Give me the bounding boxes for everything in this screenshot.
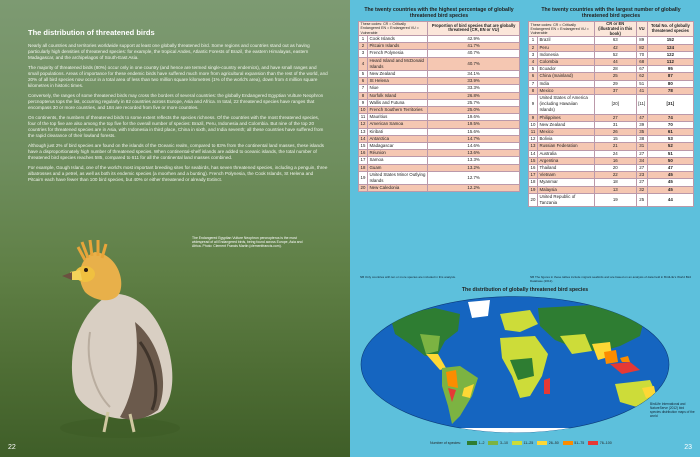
- table1-value: 34.1%: [428, 70, 520, 77]
- legend-swatch: [588, 441, 598, 445]
- table1-row: [359, 171, 520, 184]
- legend-label: Number of species:: [430, 441, 461, 445]
- table1-rank: 20: [359, 185, 368, 192]
- table2-cr-en: 18: [594, 179, 636, 186]
- table2-vu: 82: [636, 44, 647, 51]
- table2-total: 87: [647, 73, 693, 80]
- table1-value: 33.3%: [428, 85, 520, 92]
- table2-cr-en: [20]: [594, 95, 636, 115]
- table2-cr-en: 52: [594, 51, 636, 58]
- table2-row: [529, 157, 694, 164]
- table1-rank: 4: [359, 57, 368, 70]
- table2-total: 80: [647, 80, 693, 87]
- table2-row: [529, 172, 694, 179]
- table2-row: [529, 136, 694, 143]
- legend-item: [537, 441, 559, 445]
- table1-row: [359, 164, 520, 171]
- table2-country: Thailand: [538, 165, 595, 172]
- table2-row: [529, 129, 694, 136]
- table2-cr-en: 26: [594, 129, 636, 136]
- table1-codes: These codes: CR = Critically Endangered EN = Endangered VU = Vulnerable: [359, 22, 428, 36]
- table2-rank: 12: [529, 136, 538, 143]
- table2-row: [529, 80, 694, 87]
- table2-total: 45: [647, 186, 693, 193]
- table2-rank: 7: [529, 80, 538, 87]
- table1-row: [359, 35, 520, 42]
- table2-col-cr-en: CR or EN (illustrated in this book): [594, 22, 636, 37]
- table2-total: 44: [647, 193, 693, 206]
- table2-total: 122: [647, 51, 693, 58]
- table2-cr-en: 31: [594, 121, 636, 128]
- table2-row: [529, 121, 694, 128]
- table2-vu: 47: [636, 114, 647, 121]
- vulture-photo: [40, 232, 190, 442]
- table1-country: Heard Island and McDonald Islands: [368, 57, 428, 70]
- table2-row: [529, 150, 694, 157]
- page-number-left: 22: [8, 444, 16, 451]
- table1-rank: 12: [359, 121, 368, 128]
- table1-value: 26.8%: [428, 92, 520, 99]
- table2-row: [529, 87, 694, 94]
- table2-country: Philippines: [538, 114, 595, 121]
- table2-total: 112: [647, 59, 693, 66]
- table1-row: [359, 43, 520, 50]
- table2-vu: 23: [636, 172, 647, 179]
- table1-rank: 9: [359, 99, 368, 106]
- table2-rank: 2: [529, 44, 538, 51]
- table1-value: 14.7%: [428, 135, 520, 142]
- legend-item-label: 76–100: [599, 441, 612, 445]
- table2-codes: These codes: CR = Critically Endangered EN = Endangered VU = Vulnerable: [529, 22, 595, 37]
- table2-vu: 89: [636, 37, 647, 44]
- photo-caption: The Endangered Egyptian Vulture Neophron percnopterus is the most widespread of all Endangered birds, being found across Europe, Asia and Africa. Photo: Clement Francis Martin (clementfrancis.com).: [192, 236, 303, 249]
- table2-total: 45: [647, 179, 693, 186]
- table2-total: 95: [647, 66, 693, 73]
- table1-rank: 15: [359, 142, 368, 149]
- table2-cr-en: 28: [594, 66, 636, 73]
- table2-country: Vietnam: [538, 172, 595, 179]
- table2-country: Myanmar: [538, 179, 595, 186]
- map-credit: BirdLife International and NatureServe (2012) bird species distribution maps of the world: [650, 402, 695, 418]
- table2-country: Argentina: [538, 157, 595, 164]
- table1-row: [359, 128, 520, 135]
- table1: [358, 21, 520, 192]
- table2-row: [529, 193, 694, 206]
- table2-rank: 8: [529, 87, 538, 94]
- table2-country: India: [538, 80, 595, 87]
- table2-rank: 5: [529, 66, 538, 73]
- table2-total: 70: [647, 121, 693, 128]
- table2-rank: 17: [529, 172, 538, 179]
- table2-cr-en: 22: [594, 172, 636, 179]
- table1-row: [359, 142, 520, 149]
- table1-row: [359, 92, 520, 99]
- legend-swatch: [467, 441, 477, 445]
- table2-vu: 67: [636, 66, 647, 73]
- table2-row: [529, 59, 694, 66]
- legend-item-label: 1–2: [478, 441, 485, 445]
- paragraph: The majority of threatened birds (80%) occur only in one country (and hence are termed single-country endemics), and have small ranges and small populations. Areas of importance for these endemic birds have suffered much more from agricultural expansion than the rest of the world, and 20% of all bird species now occur in a total area of less than two million square kilometres (1% of the world's area), down from 4 million square kilometres in historic times.: [28, 65, 328, 88]
- table1-country: Wallis and Futuna: [368, 99, 428, 106]
- table2-rank: 16: [529, 165, 538, 172]
- table2-rank: 9: [529, 114, 538, 121]
- legend-item-label: 11–25: [523, 441, 534, 445]
- table1-rank: 11: [359, 114, 368, 121]
- table2-vu: 41: [636, 87, 647, 94]
- table2-country: Brazil: [538, 37, 595, 44]
- table2-row: [529, 165, 694, 172]
- table2-total: 51: [647, 150, 693, 157]
- table1-value: 13.2%: [428, 164, 520, 171]
- table2-country: Colombia: [538, 59, 595, 66]
- table1-country: Réunion: [368, 150, 428, 157]
- table2-vu: 62: [636, 73, 647, 80]
- table1-row: [359, 114, 520, 121]
- table2-total: 78: [647, 87, 693, 94]
- table-highest-percentage: [358, 6, 520, 192]
- table2-vu: 68: [636, 59, 647, 66]
- table2-rank: 19: [529, 186, 538, 193]
- table1-country: Cook Islands: [368, 35, 428, 42]
- table1-rank: 2: [359, 43, 368, 50]
- table1-value: 25.0%: [428, 106, 520, 113]
- legend-item-label: 26–50: [548, 441, 559, 445]
- table2-total: 152: [647, 37, 693, 44]
- table1-country: Niue: [368, 85, 428, 92]
- table1-row: [359, 157, 520, 164]
- table2-cr-en: 19: [594, 193, 636, 206]
- table2-country: United States of America (including Hawaiian Islands): [538, 95, 595, 115]
- table1-country: Antarctica: [368, 135, 428, 142]
- world-map: [360, 296, 670, 433]
- table2-vu: 70: [636, 51, 647, 58]
- table2-country: Mexico: [538, 87, 595, 94]
- legend-item: [488, 441, 508, 445]
- table1-rank: 18: [359, 164, 368, 171]
- table1-rank: 8: [359, 92, 368, 99]
- table2-row: [529, 186, 694, 193]
- page-number-right: 23: [684, 444, 692, 451]
- table2-country: Russian Federation: [538, 143, 595, 150]
- table2-cr-en: 20: [594, 165, 636, 172]
- table2-cr-en: 29: [594, 80, 636, 87]
- legend-item: [467, 441, 485, 445]
- table1-rank: 10: [359, 106, 368, 113]
- table2-rank: 11: [529, 129, 538, 136]
- table2-cr-en: 25: [594, 73, 636, 80]
- legend-item-label: 3–10: [499, 441, 508, 445]
- table2-rank: 4: [529, 59, 538, 66]
- table2-total: [31]: [647, 95, 693, 115]
- table1-rank: 14: [359, 135, 368, 142]
- table1-country: Norfolk Island: [368, 92, 428, 99]
- table2-rank: 9: [529, 95, 538, 115]
- table1-row: [359, 70, 520, 77]
- legend-item-label: 51–75: [574, 441, 585, 445]
- table1-value: 13.6%: [428, 150, 520, 157]
- legend-swatch: [488, 441, 498, 445]
- table1-country: United States Minor Outlying Islands: [368, 171, 428, 184]
- table2-cr-en: 37: [594, 87, 636, 94]
- table2-row: [529, 37, 694, 44]
- table1-rank: 3: [359, 50, 368, 57]
- table2-rank: 13: [529, 143, 538, 150]
- table2-vu: 34: [636, 157, 647, 164]
- table1-row: [359, 150, 520, 157]
- table1-country: Mauritius: [368, 114, 428, 121]
- table1-rank: 13: [359, 128, 368, 135]
- table2-country: United Republic of Tanzania: [538, 193, 595, 206]
- table1-rank: 19: [359, 171, 368, 184]
- table1-country: Pitcairn Islands: [368, 43, 428, 50]
- table1-value: 19.5%: [428, 121, 520, 128]
- table1-value: 33.9%: [428, 78, 520, 85]
- table1-row: [359, 121, 520, 128]
- table1-country: American Samoa: [368, 121, 428, 128]
- table1-title: The twenty countries with the highest percentage of globally threatened bird species: [358, 6, 520, 21]
- table1-col-header: Proportion of bird species that are globally threatened (CR, EN or VU): [428, 22, 520, 36]
- table2-country: Malaysia: [538, 186, 595, 193]
- table1-value: 42.9%: [428, 35, 520, 42]
- table1-country: French Southern Territories: [368, 106, 428, 113]
- table2-rank: 10: [529, 121, 538, 128]
- legend-item: [563, 441, 585, 445]
- table1-country: Kiribati: [368, 128, 428, 135]
- paragraph: For example, Gough Island, one of the world's most important breeding sites for seabirds, has seven threatened species, including a penguin, three albatrosses and a petrel, as well as both its endemic species (a moorhen and a bunting). French Polynesia, the Cook Islands, St Helena and Pitcairn each have fewer than 100 bird species, but 40% or either threatened or already Extinct.: [28, 165, 328, 182]
- table2-cr-en: 16: [594, 157, 636, 164]
- table2-row: [529, 143, 694, 150]
- table1-country: New Caledonia: [368, 185, 428, 192]
- table1-rank: 17: [359, 157, 368, 164]
- table2-cr-en: 13: [594, 186, 636, 193]
- table2-total: 45: [647, 172, 693, 179]
- paragraph: On continents, the numbers of threatened birds to some extent reflects the species richness. Of the countries with the most threatened species, four of the top five are also among the top five for the overall number of species: Brazil, Peru, Indonesia and Colombia. But nine of the top 20 countries for threatened species are in Asia, with Indonesia in third place, China in sixth, and India seventh; all these countries have suffered from the rapid clearance of their lowland forests.: [28, 115, 324, 138]
- table2-cr-en: 27: [594, 114, 636, 121]
- table2-vu: [11]: [636, 95, 647, 115]
- table2-row: [529, 44, 694, 51]
- table1-value: 40.7%: [428, 57, 520, 70]
- table2-rank: 14: [529, 150, 538, 157]
- table2-rank: 20: [529, 193, 538, 206]
- table2-rank: 15: [529, 157, 538, 164]
- table1-country: Guam: [368, 164, 428, 171]
- table2-cr-en: 15: [594, 136, 636, 143]
- table2-rank: 6: [529, 73, 538, 80]
- table2-vu: 27: [636, 179, 647, 186]
- table2-col-vu: VU: [636, 22, 647, 37]
- table2-row: [529, 73, 694, 80]
- table1-row: [359, 57, 520, 70]
- table2-vu: 39: [636, 121, 647, 128]
- table2-total: 61: [647, 129, 693, 136]
- legend-swatch: [537, 441, 547, 445]
- table2-title: The twenty countries with the largest number of globally threatened bird species: [528, 6, 694, 21]
- table2-cr-en: 24: [594, 150, 636, 157]
- table2-rank: 18: [529, 179, 538, 186]
- table2: [528, 21, 694, 207]
- table1-row: [359, 135, 520, 142]
- table2-row: [529, 114, 694, 121]
- table2-country: New Zealand: [538, 121, 595, 128]
- table1-rank: 7: [359, 85, 368, 92]
- legend-swatch: [563, 441, 573, 445]
- right-page: [350, 0, 700, 457]
- table1-note: NB Only countries with ten or more species are included in this analysis.: [360, 275, 456, 279]
- table2-row: [529, 66, 694, 73]
- table2-vu: 32: [636, 186, 647, 193]
- table2-vu: 27: [636, 150, 647, 157]
- table2-row: [529, 51, 694, 58]
- table1-value: 12.7%: [428, 171, 520, 184]
- table1-value: 12.2%: [428, 185, 520, 192]
- table2-note: NB The figures in these tables include migrant seabirds and are based on an analysis of data held in BirdLife's World Bird Database (2012).: [530, 275, 692, 283]
- table1-country: Samoa: [368, 157, 428, 164]
- table1-country: New Zealand: [368, 70, 428, 77]
- paragraph: Nearly all countries and territories worldwide support at least one globally threatened bird. Some regions and countries stand out as having particularly high densities of threatened species: for example, the tropical Andes, Atlantic Forests of Brazil, the eastern Himalayas, eastern Madagascar, and the archipelagos of South-East Asia.: [28, 43, 310, 60]
- table1-value: 13.3%: [428, 157, 520, 164]
- paragraph: Conversely, the ranges of some threatened birds may cross the borders of several countries: the globally Endangered Egyptian Vulture Neophron percnopterus tops the list, occurring regularly in 82 countries across Europe, Asia and Africa. In total, 22 threatened species have ranges that encompass 30 or more countries, and 184 are recorded from five or more countries.: [28, 93, 324, 110]
- table2-country: Indonesia: [538, 51, 595, 58]
- table2-country: Bolivia: [538, 136, 595, 143]
- table2-cr-en: 21: [594, 143, 636, 150]
- table2-total: 74: [647, 114, 693, 121]
- table1-row: [359, 85, 520, 92]
- table2-total: 50: [647, 157, 693, 164]
- paragraph: Although just 2% of bird species are found on the islands of the Oceanic realm, compared to 83% from the continental land masses, these islands have a disproportionately high number of threatened species. When continental-shelf islands are added to oceanic islands, the total number of threatened bird species reaches 585, compared to 611 for all the continental land masses combined.: [28, 143, 324, 160]
- legend-item: [588, 441, 612, 445]
- map-legend: [430, 441, 612, 445]
- table2-vu: 27: [636, 165, 647, 172]
- table2-total: 52: [647, 143, 693, 150]
- table1-row: [359, 78, 520, 85]
- table2-vu: 38: [636, 136, 647, 143]
- table2-row: [529, 95, 694, 115]
- table2-country: Mexico: [538, 129, 595, 136]
- article-heading: The distribution of threatened birds: [28, 28, 155, 37]
- table1-country: Madagascar: [368, 142, 428, 149]
- map-title: The distribution of globally threatened bird species: [461, 287, 589, 293]
- table2-vu: 51: [636, 80, 647, 87]
- legend-item: [512, 441, 533, 445]
- table2-total: 53: [647, 136, 693, 143]
- table2-country: Ecuador: [538, 66, 595, 73]
- legend-swatch: [512, 441, 522, 445]
- table2-rank: 3: [529, 51, 538, 58]
- table1-rank: 1: [359, 35, 368, 42]
- table1-value: 19.6%: [428, 114, 520, 121]
- table2-country: China (mainland): [538, 73, 595, 80]
- table2-vu: 31: [636, 143, 647, 150]
- table2-total: 124: [647, 44, 693, 51]
- table1-country: St Helena: [368, 78, 428, 85]
- table2-total: 47: [647, 165, 693, 172]
- table1-value: 15.6%: [428, 128, 520, 135]
- table2-col-total: Total No. of globally threatened species: [647, 22, 693, 37]
- table1-rank: 5: [359, 70, 368, 77]
- table2-row: [529, 179, 694, 186]
- table2-vu: 35: [636, 129, 647, 136]
- table2-cr-en: 63: [594, 37, 636, 44]
- table2-cr-en: 42: [594, 44, 636, 51]
- table2-rank: 1: [529, 37, 538, 44]
- table2-country: Australia: [538, 150, 595, 157]
- table2-country: Peru: [538, 44, 595, 51]
- table2-vu: 25: [636, 193, 647, 206]
- table1-rank: 6: [359, 78, 368, 85]
- table2-cr-en: 44: [594, 59, 636, 66]
- table1-country: French Polynesia: [368, 50, 428, 57]
- table1-rank: 16: [359, 150, 368, 157]
- table1-value: 14.6%: [428, 142, 520, 149]
- article-text: [28, 28, 328, 187]
- table-largest-number: [528, 6, 694, 207]
- table1-row: [359, 99, 520, 106]
- table1-value: 41.7%: [428, 43, 520, 50]
- table1-value: 40.7%: [428, 50, 520, 57]
- table1-row: [359, 185, 520, 192]
- table1-row: [359, 50, 520, 57]
- table1-value: 25.7%: [428, 99, 520, 106]
- table1-row: [359, 106, 520, 113]
